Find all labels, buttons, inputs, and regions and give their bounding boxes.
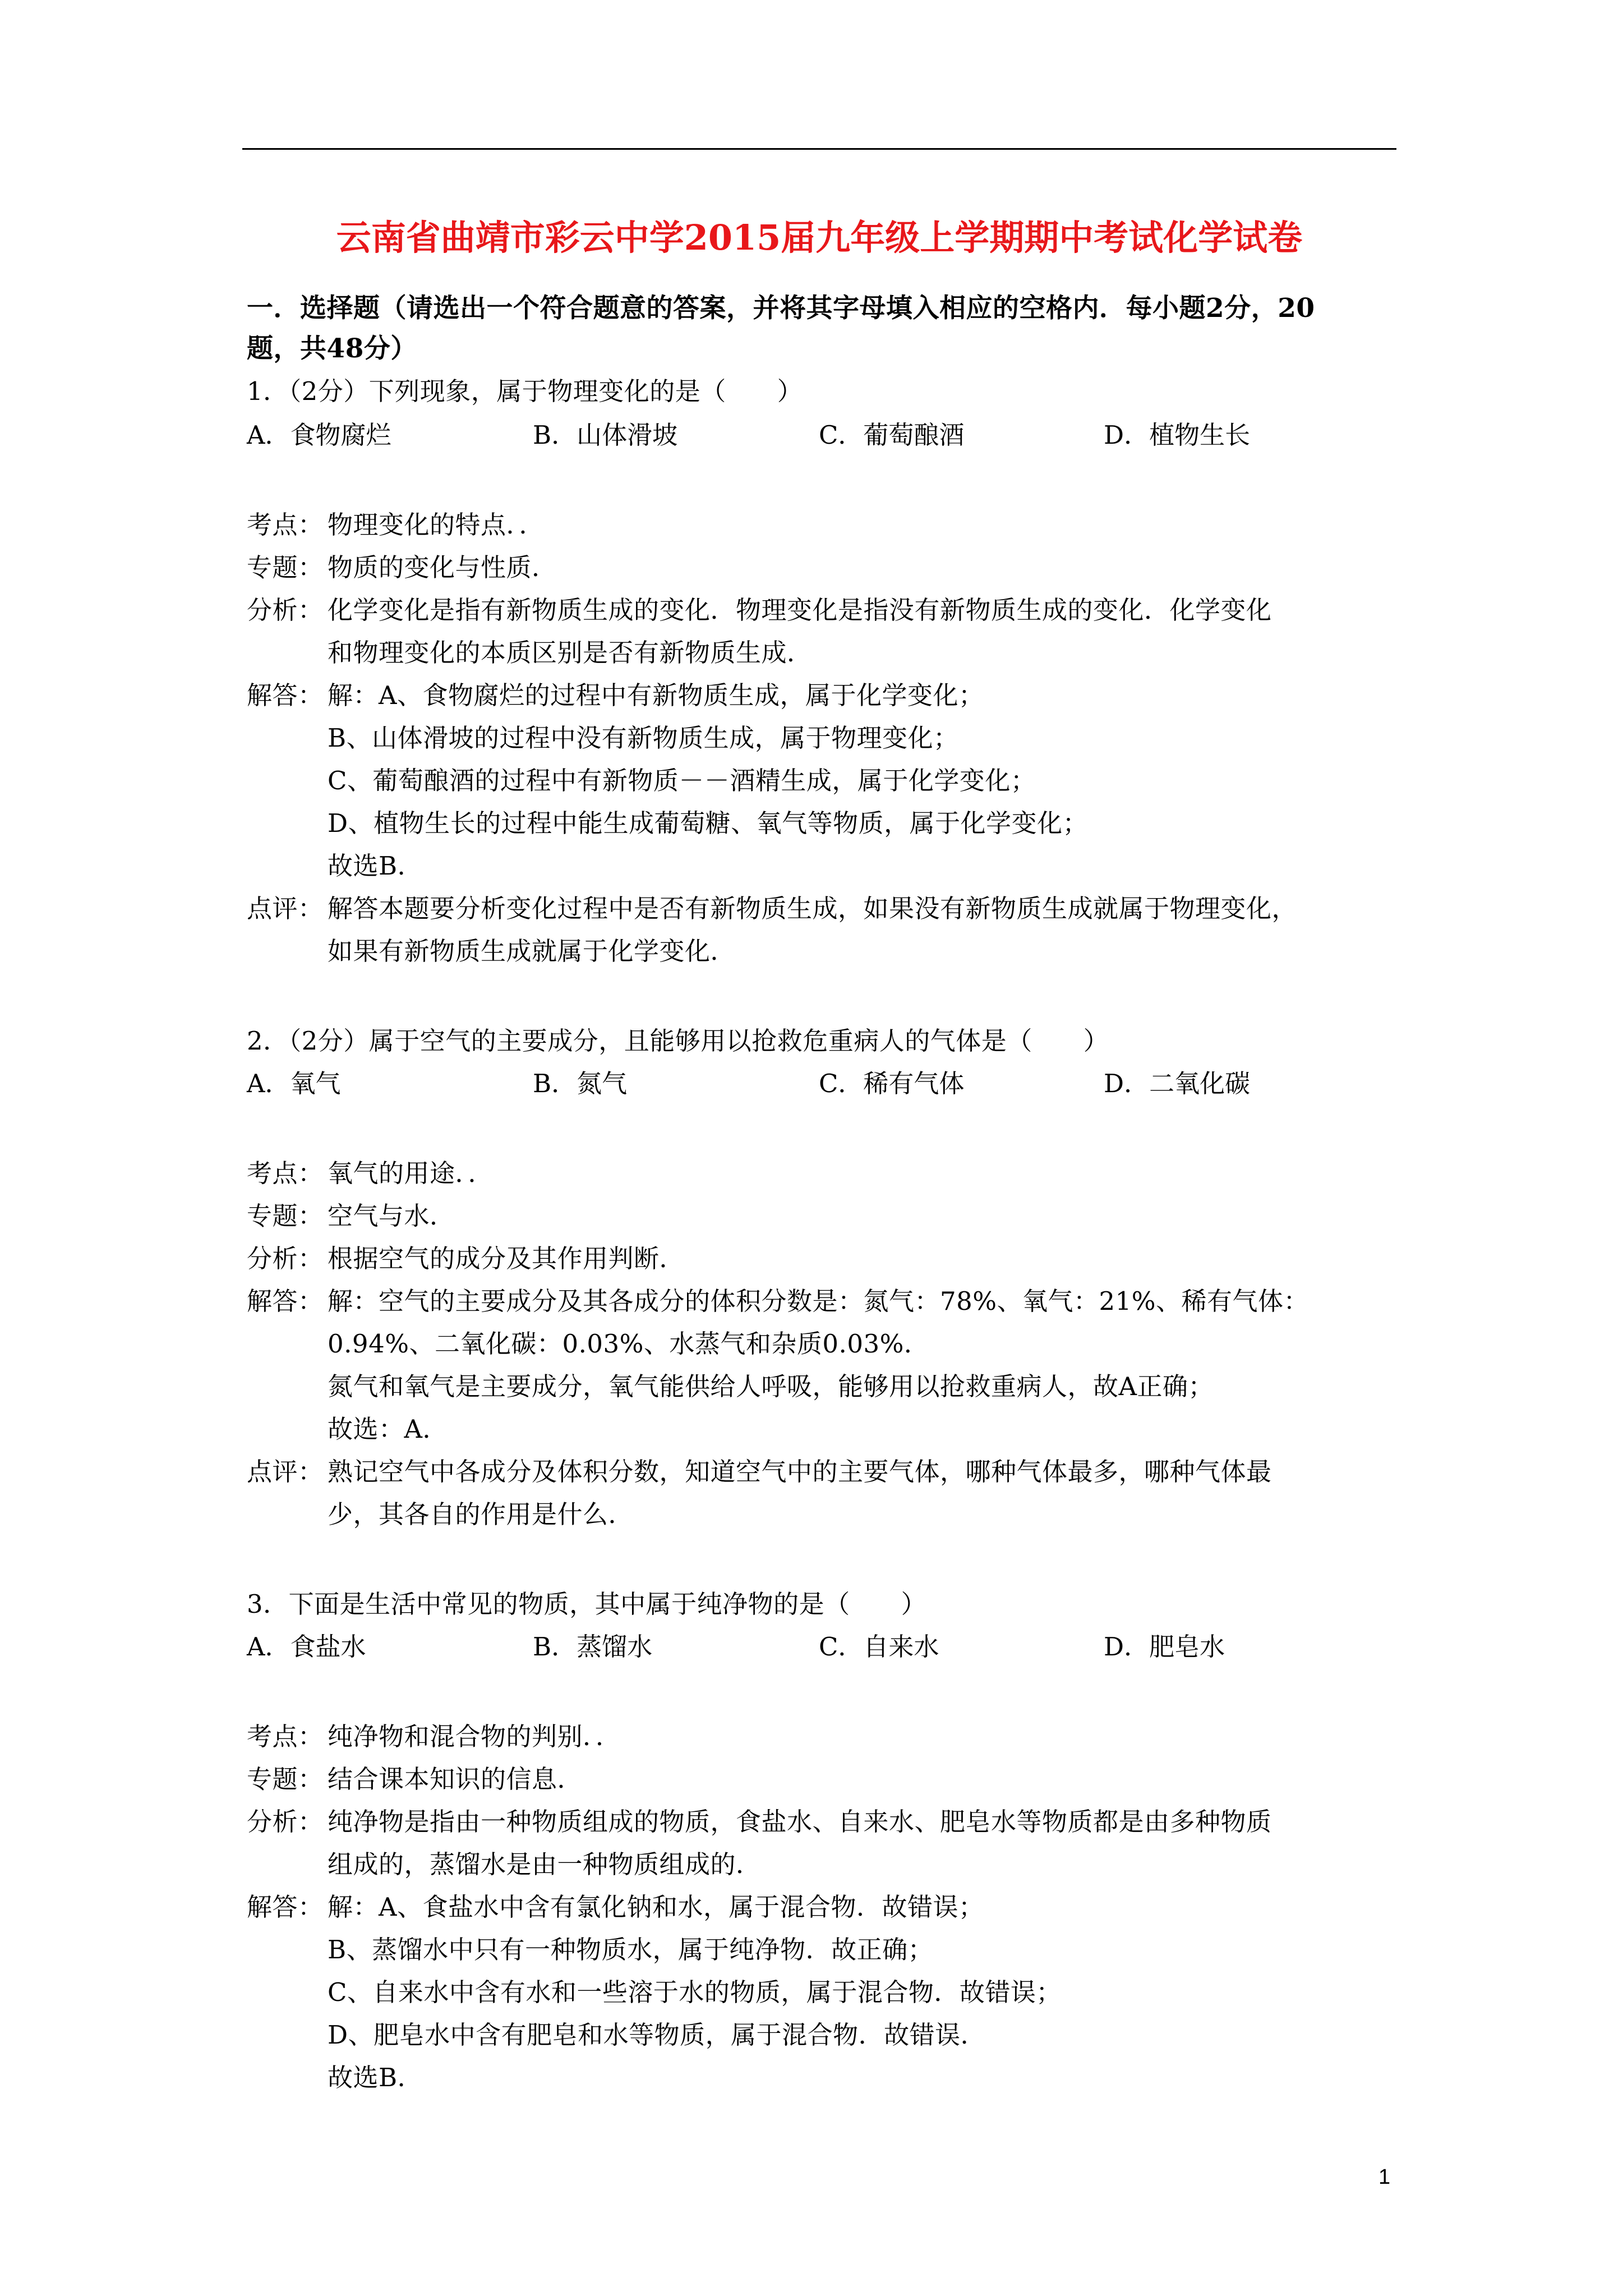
text: 物质的变化与性质． [328,553,557,582]
q3-jieda-3: C、自来水中含有水和一些溶于水的物质，属于混合物．故错误； [328,1977,1062,2007]
q1-zhuanti [247,550,557,586]
q1-fenxi [247,592,1272,628]
q1-option-d: D．植物生长 [1104,420,1251,450]
label: 点评： [247,1457,324,1487]
q3-zhuanti [247,1761,583,1797]
q3-jieda-4: D、肥皂水中含有肥皂和水等物质，属于混合物．故错误． [328,2020,986,2050]
q3-stem: 3．下面是生活中常见的物质，其中属于纯净物的是（ ） [247,1589,927,1619]
q3-jieda-5: 故选B． [328,2063,423,2092]
q1-jieda-2: B、山体滑坡的过程中没有新物质生成，属于物理变化； [328,723,959,753]
text: 物理变化的特点．． [328,510,545,540]
label: 考点： [247,510,324,540]
q1-option-b: B．山体滑坡 [533,420,678,450]
q3-jieda [247,1889,984,1925]
q3-fenxi-cont: 组成的，蒸馏水是由一种物质组成的． [328,1849,762,1879]
q2-jieda-4: 故选：A． [328,1414,448,1444]
q1-jieda [247,678,984,714]
text: 纯净物和混合物的判别．． [328,1722,621,1751]
section-heading-line-2: 题，共48分） [247,333,417,364]
text: 纯净物是指由一种物质组成的物质，食盐水、自来水、肥皂水等物质都是由多种物质 [328,1807,1272,1837]
q2-zhuanti [247,1198,455,1234]
label: 点评： [247,894,324,923]
text: 解：空气的主要成分及其各成分的体积分数是：氮气：78%、氧气：21%、稀有气体： [328,1286,1310,1316]
q2-option-a: A．氧气 [247,1069,341,1098]
label: 解答： [247,1286,324,1316]
text: 根据空气的成分及其作用判断． [328,1244,685,1273]
label: 分析： [247,1807,324,1837]
q2-option-d: D．二氧化碳 [1104,1069,1251,1098]
q1-jieda-5: 故选B． [328,851,423,881]
text: 化学变化是指有新物质生成的变化．物理变化是指没有新物质生成的变化．化学变化 [328,595,1272,625]
label: 分析： [247,1244,324,1273]
q2-jieda-2: 0.94%、二氧化碳：0.03%、水蒸气和杂质0.03%． [328,1329,930,1359]
label: 考点： [247,1722,324,1751]
text: 解答本题要分析变化过程中是否有新物质生成，如果没有新物质生成就属于物理变化， [328,894,1298,923]
q2-kaodian [247,1156,494,1191]
q2-jieda-3: 氮气和氧气是主要成分，氧气能供给人呼吸，能够用以抢救重病人，故A正确； [328,1372,1214,1401]
label: 专题： [247,1201,324,1231]
q3-fenxi [247,1804,1272,1840]
q1-option-a: A．食物腐烂 [247,420,391,450]
q2-jieda [247,1283,1309,1319]
q2-stem: 2．（2分）属于空气的主要成分，且能够用以抢救危重病人的气体是（ ） [247,1026,1109,1056]
q1-fenxi-cont: 和物理变化的本质区别是否有新物质生成． [328,638,813,668]
q2-option-c: C．稀有气体 [819,1069,965,1098]
q3-option-a: A．食盐水 [247,1632,366,1662]
q1-stem: 1．（2分）下列现象，属于物理变化的是（ ） [247,376,803,406]
label: 专题： [247,1764,324,1794]
q2-option-b: B．氮气 [533,1069,628,1098]
q3-kaodian [247,1719,621,1755]
q1-dianping-cont: 如果有新物质生成就属于化学变化． [328,936,736,966]
q1-jieda-4: D、植物生长的过程中能生成葡萄糖、氧气等物质，属于化学变化； [328,808,1089,838]
label: 考点： [247,1158,324,1188]
text: 氧气的用途．． [328,1158,494,1188]
q3-option-c: C．自来水 [819,1632,939,1662]
q1-jieda-3: C、葡萄酿酒的过程中有新物质－－酒精生成，属于化学变化； [328,766,1036,795]
text: 解：A、食物腐烂的过程中有新物质生成，属于化学变化； [328,680,984,710]
q2-fenxi [247,1241,685,1277]
q1-option-c: C．葡萄酿酒 [819,420,965,450]
q1-kaodian [247,507,545,543]
label: 解答： [247,1892,324,1922]
q3-jieda-2: B、蒸馏水中只有一种物质水，属于纯净物．故正确； [328,1935,934,1964]
page-number: 1 [1378,2165,1391,2189]
text: 结合课本知识的信息． [328,1764,583,1794]
q2-dianping-cont: 少，其各自的作用是什么． [328,1499,634,1529]
text: 空气与水． [328,1201,455,1231]
label: 分析： [247,595,324,625]
q2-dianping [247,1454,1272,1490]
label: 解答： [247,680,324,710]
text: 熟记空气中各成分及体积分数，知道空气中的主要气体，哪种气体最多，哪种气体最 [328,1457,1272,1487]
q3-option-d: D．肥皂水 [1104,1632,1225,1662]
q1-dianping [247,891,1297,927]
section-heading-line-1: 一．选择题（请选出一个符合题意的答案，并将其字母填入相应的空格内．每小题2分，20 [247,293,1315,324]
header-rule [242,148,1396,150]
page-title: 云南省曲靖市彩云中学2015届九年级上学期期中考试化学试卷 [336,217,1303,258]
text: 解：A、食盐水中含有氯化钠和水，属于混合物．故错误； [328,1892,984,1922]
q3-option-b: B．蒸馏水 [533,1632,653,1662]
label: 专题： [247,553,324,582]
